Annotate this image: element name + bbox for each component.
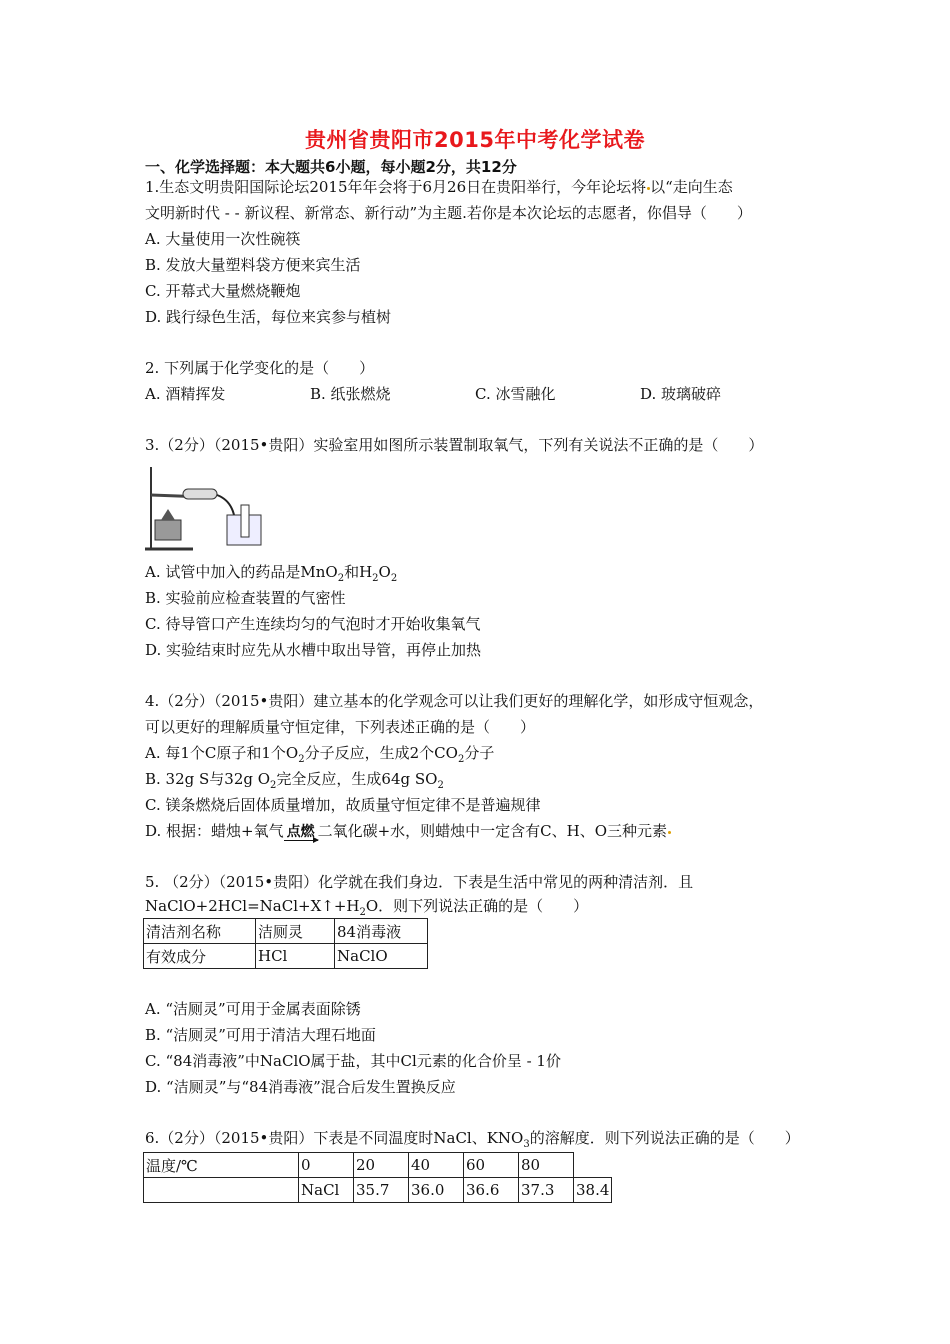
table-row xyxy=(144,919,428,944)
section-heading: 一、化学选择题：本大题共6小题，每小题2分，共12分 xyxy=(145,158,517,176)
q5-option-d: D. “洁厕灵”与“84消毒液”混合后发生置换反应 xyxy=(145,1078,456,1096)
q3-option-d: D. 实验结束时应先从水槽中取出导管，再停止加热 xyxy=(145,641,482,659)
q4-option-b: B. 32g S与32g $O_2$完全反应，生成64g $SO_2$ xyxy=(145,770,444,791)
table-cell: 温度/℃ xyxy=(144,1153,299,1178)
q2-option-a: A. 酒精挥发 xyxy=(145,385,226,403)
q2-stem: 2. 下列属于化学变化的是（ ） xyxy=(145,359,375,377)
q5-option-a: A. “洁厕灵”可用于金属表面除锈 xyxy=(145,1000,361,1018)
q1-option-a: A. 大量使用一次性碗筷 xyxy=(145,230,301,248)
q5-cleaner-table xyxy=(143,918,428,969)
table-cell: 80 xyxy=(519,1153,574,1178)
table-cell: 清洁剂名称 xyxy=(144,919,256,944)
q1-option-b: B. 发放大量塑料袋方便来宾生活 xyxy=(145,256,361,274)
table-row xyxy=(144,944,428,969)
table-row xyxy=(144,1178,612,1203)
q4-option-d: D. 根据：蜡烛+氧气 点燃 二氧化碳+水，则蜡烛中一定含有C、H、O三种元素 xyxy=(145,821,671,841)
table-cell: NaClO xyxy=(335,944,428,969)
q6-solubility-table xyxy=(143,1152,612,1203)
table-cell: NaCl xyxy=(299,1178,354,1203)
q3-option-a: A. 试管中加入的药品是MnO$_2$和$H_2O_2$ xyxy=(145,563,398,584)
q4-option-c: C. 镁条燃烧后固体质量增加，故质量守恒定律不是普遍规律 xyxy=(145,796,541,814)
q6-stem: 6.（2分）（2015•贵阳）下表是不同温度时NaCl、$KNO_3$的溶解度．则下列说法正确的是（ ） xyxy=(145,1129,800,1150)
q5-stem-line2: $NaClO+2HCl=NaCl+X↑+H_2O$．则下列说法正确的是（ ） xyxy=(145,897,589,918)
q5-stem-line1: 5. （2分）（2015•贵阳）化学就在我们身边．下表是生活中常见的两种清洁剂．且 xyxy=(145,873,694,891)
q3-option-b: B. 实验前应检查装置的气密性 xyxy=(145,589,346,607)
table-cell: 84消毒液 xyxy=(335,919,428,944)
table-cell: 36.0 xyxy=(409,1178,464,1203)
q1-stem-line1: 1.生态文明贵阳国际论坛2015年年会将于6月26日在贵阳举行，今年论坛将 以“走向生态 xyxy=(145,178,733,196)
q2-option-d: D. 玻璃破碎 xyxy=(640,385,722,403)
table-cell: 40 xyxy=(409,1153,464,1178)
table-cell: 洁厕灵 xyxy=(256,919,335,944)
q3-option-c: C. 待导管口产生连续均匀的气泡时才开始收集氧气 xyxy=(145,615,481,633)
q1-option-c: C. 开幕式大量燃烧鞭炮 xyxy=(145,282,301,300)
table-cell: 有效成分 xyxy=(144,944,256,969)
q1-option-d: D. 践行绿色生活，每位来宾参与植树 xyxy=(145,308,392,326)
table-cell: HCl xyxy=(256,944,335,969)
q4-stem-line2: 可以更好的理解质量守恒定律，下列表述正确的是（ ） xyxy=(145,718,536,736)
table-cell: 0 xyxy=(299,1153,354,1178)
q2-option-c: C. 冰雪融化 xyxy=(475,385,556,403)
page-title: 贵州省贵阳市2015年中考化学试卷 xyxy=(305,128,645,152)
q2-option-b: B. 纸张燃烧 xyxy=(310,385,391,403)
table-cell: 35.7 xyxy=(354,1178,409,1203)
table-row xyxy=(144,1153,612,1178)
q4-option-a: A. 每1个C原子和1个$O_2$分子反应，生成2个$CO_2$分子 xyxy=(145,744,495,765)
q4-stem-line1: 4.（2分）（2015•贵阳）建立基本的化学观念可以让我们更好的理解化学，如形成守恒观念， xyxy=(145,692,764,710)
q5-option-c: C. “84消毒液”中NaClO属于盐，其中Cl元素的化合价呈 - 1价 xyxy=(145,1052,561,1070)
table-cell: 20 xyxy=(354,1153,409,1178)
q3-stem: 3.（2分）（2015•贵阳）实验室用如图所示装置制取氧气，下列有关说法不正确的是（ ） xyxy=(145,436,764,454)
table-cell: 38.4 xyxy=(574,1178,612,1203)
q1-stem-line2: 文明新时代 - - 新议程、新常态、新行动”为主题.若你是本次论坛的志愿者，你倡导（ ） xyxy=(145,204,752,222)
reaction-arrow: 点燃 xyxy=(284,831,318,841)
table-cell xyxy=(144,1178,299,1203)
table-cell: 37.3 xyxy=(519,1178,574,1203)
table-cell: 36.6 xyxy=(464,1178,519,1203)
q5-option-b: B. “洁厕灵”可用于清洁大理石地面 xyxy=(145,1026,376,1044)
oxygen-apparatus-figure xyxy=(145,465,265,553)
table-cell: 60 xyxy=(464,1153,519,1178)
ink-dot xyxy=(668,831,671,834)
